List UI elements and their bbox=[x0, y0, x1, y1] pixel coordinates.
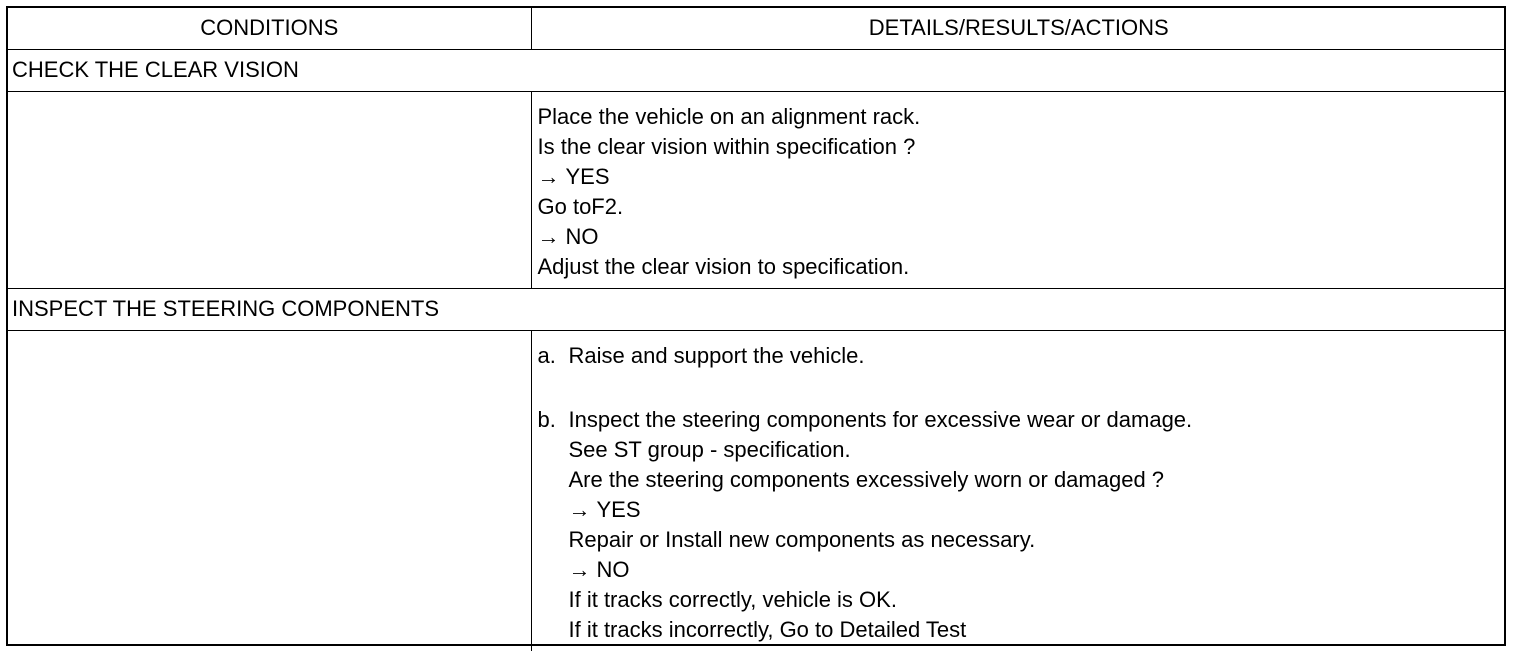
result-yes bbox=[569, 495, 1501, 525]
actions-cell-clear-vision bbox=[531, 91, 1506, 288]
action-text: Repair or Install new components as necessary. bbox=[568, 526, 1036, 552]
conditions-cell-empty bbox=[8, 91, 531, 288]
question-text: Is the clear vision within specification ? bbox=[537, 133, 916, 159]
header-row bbox=[8, 8, 1506, 49]
diagnostic-table bbox=[6, 6, 1506, 646]
header-conditions: CONDITIONS bbox=[8, 8, 531, 49]
action-text: If it tracks correctly, vehicle is OK. bbox=[568, 586, 897, 612]
actions-cell-steering bbox=[531, 330, 1506, 651]
header-details: DETAILS/RESULTS/ACTIONS bbox=[531, 8, 1506, 49]
arrow-right-icon: → bbox=[537, 163, 560, 189]
step-b-marker: b. bbox=[537, 406, 556, 432]
result-no-label: NO bbox=[565, 223, 599, 249]
step-spacer bbox=[538, 371, 1501, 405]
conditions-cell-empty bbox=[8, 330, 531, 651]
step-row-clear-vision bbox=[8, 91, 1506, 288]
step-b bbox=[538, 405, 1501, 645]
result-yes-label: YES bbox=[596, 496, 641, 522]
action-text: Adjust the clear vision to specification. bbox=[537, 253, 910, 279]
section-title-steering: INSPECT THE STEERING COMPONENTS bbox=[8, 288, 1506, 330]
arrow-right-icon: → bbox=[568, 556, 591, 582]
step-row-steering bbox=[8, 330, 1506, 651]
step-b-body bbox=[569, 405, 1501, 645]
diagnostic-table-grid bbox=[8, 8, 1506, 651]
step-a-text: Raise and support the vehicle. bbox=[568, 342, 865, 368]
result-yes-label: YES bbox=[565, 163, 610, 189]
instruction-text: Inspect the steering components for excessive wear or damage. bbox=[568, 406, 1193, 432]
step-a-marker: a. bbox=[537, 342, 556, 368]
section-row-clear-vision bbox=[8, 49, 1506, 91]
action-text: Go toF2. bbox=[537, 193, 624, 219]
action-text: If it tracks incorrectly, Go to Detailed Test bbox=[568, 616, 967, 642]
question-text: Are the steering components excessively worn or damaged ? bbox=[568, 466, 1165, 492]
result-no-label: NO bbox=[596, 556, 630, 582]
instruction-text: Place the vehicle on an alignment rack. bbox=[537, 103, 921, 129]
result-no bbox=[538, 222, 1501, 252]
result-yes bbox=[538, 162, 1501, 192]
arrow-right-icon: → bbox=[568, 496, 591, 522]
step-a bbox=[538, 341, 1501, 371]
arrow-right-icon: → bbox=[537, 223, 560, 249]
section-row-steering bbox=[8, 288, 1506, 330]
reference-text: See ST group - specification. bbox=[568, 436, 851, 462]
section-title-clear-vision: CHECK THE CLEAR VISION bbox=[8, 49, 1506, 91]
result-no bbox=[569, 555, 1501, 585]
